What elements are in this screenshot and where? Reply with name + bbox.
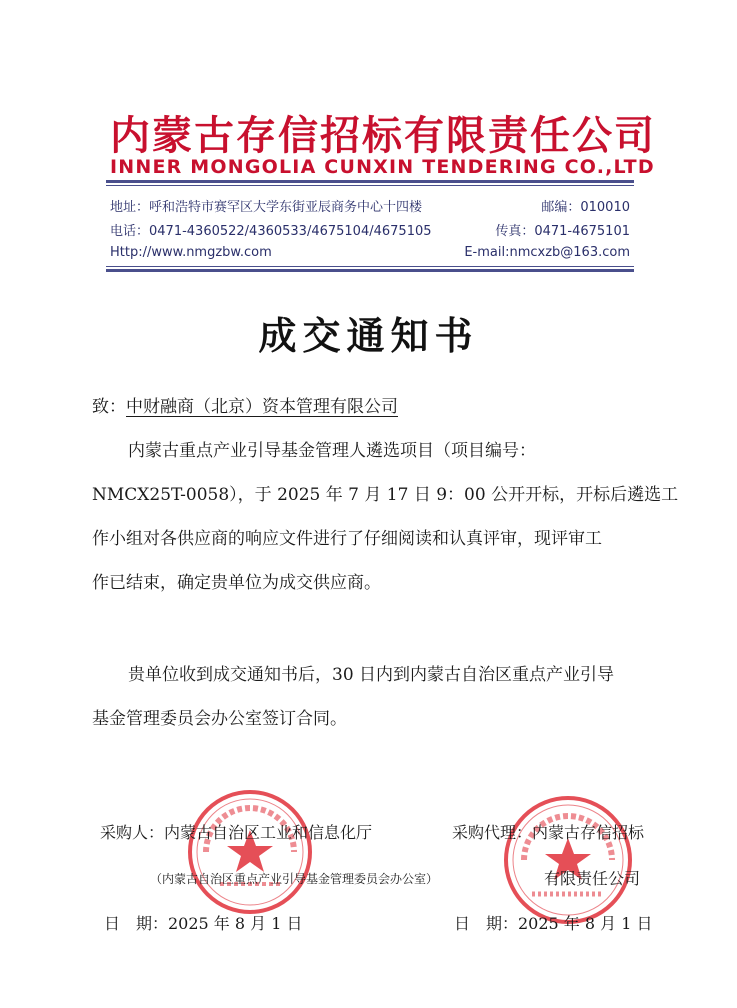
company-name-cn: 内蒙古存信招标有限责任公司 xyxy=(110,113,656,159)
purchaser-note: （内蒙古自治区重点产业引导基金管理委员会办公室） xyxy=(150,872,439,886)
paragraph-2-line-1: 贵单位收到成交通知书后，30 日内到内蒙古自治区重点产业引导 xyxy=(128,665,615,685)
agent-label: 采购代理： xyxy=(452,823,533,842)
letterhead-rule-bottom-thin xyxy=(106,266,634,267)
document-title: 成交通知书 xyxy=(258,313,479,358)
company-name-en: INNER MONGOLIA CUNXIN TENDERING CO.,LTD xyxy=(110,156,655,178)
company-phone: 电话：0471-4360522/4360533/4675104/4675105 xyxy=(110,224,432,239)
letterhead-rule-top xyxy=(106,180,634,183)
letterhead-rule-bottom xyxy=(106,269,634,272)
company-website: Http://www.nmgzbw.com xyxy=(110,245,272,260)
recipient-name: 中财融商（北京）资本管理有限公司 xyxy=(126,397,398,417)
company-postcode: 邮编：010010 xyxy=(541,200,630,215)
agent-name-line-2: 有限责任公司 xyxy=(544,869,641,888)
recipient-prefix: 致： xyxy=(92,397,126,417)
letterhead-rule-top-thin xyxy=(106,185,634,186)
company-email: E-mail:nmcxzb@163.com xyxy=(464,245,630,260)
purchaser-date: 日 期：2025 年 8 月 1 日 xyxy=(104,914,303,933)
paragraph-2-line-2: 基金管理委员会办公室签订合同。 xyxy=(92,709,347,729)
company-address: 地址：呼和浩特市赛罕区大学东街亚辰商务中心十四楼 xyxy=(110,200,423,215)
recipient-line xyxy=(92,392,398,417)
purchaser-label: 采购人： xyxy=(100,823,165,842)
paragraph-1-line-3: 作小组对各供应商的响应文件进行了仔细阅读和认真评审，现评审工 xyxy=(92,529,602,549)
agent-name-line-1: 内蒙古存信招标 xyxy=(532,823,645,842)
paragraph-1-line-4: 作已结束，确定贵单位为成交供应商。 xyxy=(92,573,381,593)
agent-date: 日 期：2025 年 8 月 1 日 xyxy=(454,914,653,933)
agent-line xyxy=(452,820,644,843)
paragraph-1-line-2: NMCX25T-0058），于 2025 年 7 月 17 日 9：00 公开开标，开标后遴选工 xyxy=(92,485,679,505)
company-fax: 传真：0471-4675101 xyxy=(495,224,630,239)
purchaser-name: 内蒙古自治区工业和信息化厅 xyxy=(164,823,373,842)
purchaser-line xyxy=(100,820,372,843)
purchaser-seal-image xyxy=(186,788,314,916)
paragraph-1-line-1: 内蒙古重点产业引导基金管理人遴选项目（项目编号： xyxy=(128,441,536,461)
agent-seal-image xyxy=(502,794,634,926)
